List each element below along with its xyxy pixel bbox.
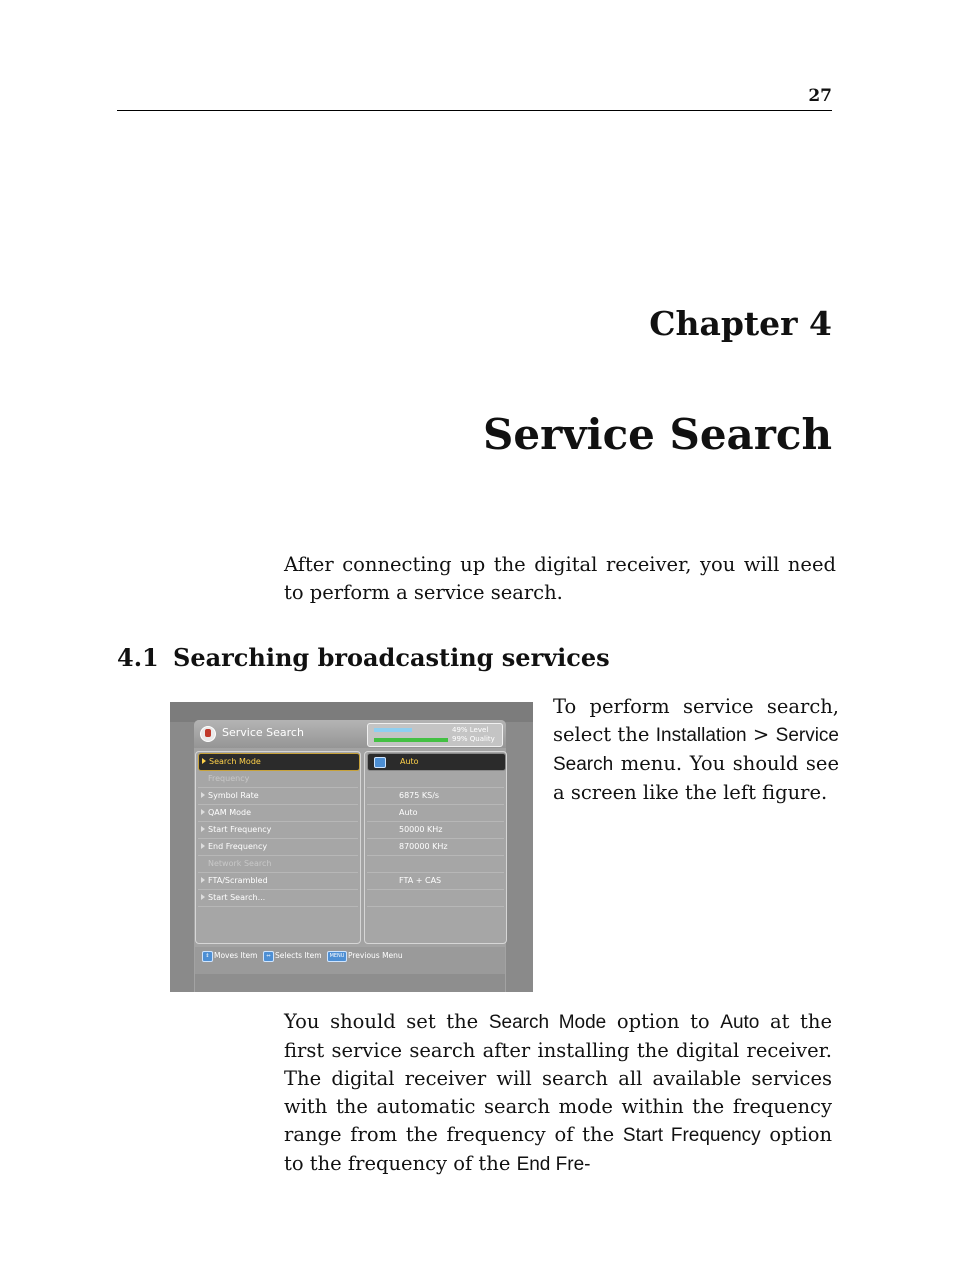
hint-moves-item: Moves Item	[214, 951, 258, 960]
value-row-start-search	[367, 890, 504, 907]
section-heading	[117, 643, 610, 672]
option-row-search-mode[interactable]: Search Mode	[198, 753, 360, 771]
intro-paragraph: After connecting up the digital receiver, you will need to perform a service search.	[284, 553, 836, 604]
value-row-symbol-rate[interactable]: 6875 KS/s	[367, 788, 504, 805]
menu-footer-lower	[195, 974, 505, 992]
menu-path-service-search: Service Search	[553, 725, 839, 775]
up-down-key-icon: ⇕	[202, 951, 213, 962]
option-row-frequency: Frequency	[198, 771, 358, 788]
value-row-fta-scrambled[interactable]: FTA + CAS	[367, 873, 504, 890]
left-right-key-icon: ⇔	[263, 951, 274, 962]
option-row-start-search[interactable]: Start Search...	[198, 890, 358, 907]
value-row-end-frequency[interactable]: 870000 KHz	[367, 839, 504, 856]
option-value-auto: Auto	[720, 1012, 760, 1033]
value-row-search-mode[interactable]: Auto	[367, 753, 506, 771]
chapter-label: Chapter 4	[649, 304, 832, 343]
left-right-arrows-icon	[374, 757, 386, 768]
option-row-end-frequency[interactable]: End Frequency	[198, 839, 358, 856]
chevron-right-icon	[201, 877, 205, 883]
quality-bar	[374, 738, 448, 742]
body-paragraph: You should set the Search Mode option to Auto at the first service search after installing the digital receiver. The digital receiver will search all available services with the automatic search mode within the frequency range from the frequency of the Start Frequency option to the frequency of the End Fre-	[284, 1010, 833, 1175]
quality-text: 99% Quality	[452, 735, 495, 743]
option-row-network-search: Network Search	[198, 856, 358, 873]
chapter-title: Service Search	[483, 410, 832, 459]
option-name-start-frequency: Start Frequency	[622, 1125, 761, 1146]
chevron-right-icon	[201, 894, 205, 900]
menu-title: Service Search	[222, 726, 304, 739]
option-row-qam-mode[interactable]: QAM Mode	[198, 805, 358, 822]
option-name-end-frequency: End Fre-	[516, 1154, 591, 1175]
signal-meter	[367, 723, 503, 747]
menu-logo-icon	[200, 726, 216, 742]
chevron-right-icon	[201, 826, 205, 832]
option-row-symbol-rate[interactable]: Symbol Rate	[198, 788, 358, 805]
level-text: 49% Level	[452, 726, 489, 734]
value-row-frequency	[367, 771, 504, 788]
chevron-right-icon	[201, 809, 205, 815]
menu-key-icon: MENU	[327, 951, 347, 962]
option-name-search-mode: Search Mode	[488, 1012, 607, 1033]
page-number: 27	[808, 86, 832, 106]
service-search-screenshot	[170, 702, 533, 992]
header-rule	[117, 110, 832, 111]
chevron-right-icon	[201, 843, 205, 849]
section-title: Searching broadcasting services	[173, 643, 610, 672]
menu-path-installation: Installation	[655, 725, 747, 746]
value-row-qam-mode[interactable]: Auto	[367, 805, 504, 822]
option-row-start-frequency[interactable]: Start Frequency	[198, 822, 358, 839]
section-number: 4.1	[117, 643, 159, 672]
value-row-network-search	[367, 856, 504, 873]
option-row-fta-scrambled[interactable]: FTA/Scrambled	[198, 873, 358, 890]
value-row-start-frequency[interactable]: 50000 KHz	[367, 822, 504, 839]
hint-previous-menu: Previous Menu	[348, 951, 403, 960]
value-list	[364, 751, 507, 944]
hint-selects-item: Selects Item	[275, 951, 322, 960]
level-bar	[374, 728, 412, 732]
figure-top-band	[170, 702, 533, 722]
chevron-right-icon	[202, 758, 206, 764]
side-paragraph: To perform service search, select the Installation > Service Search menu. You should see a screen like the left figure.	[553, 695, 839, 804]
chevron-right-icon	[201, 792, 205, 798]
option-list	[195, 751, 361, 944]
